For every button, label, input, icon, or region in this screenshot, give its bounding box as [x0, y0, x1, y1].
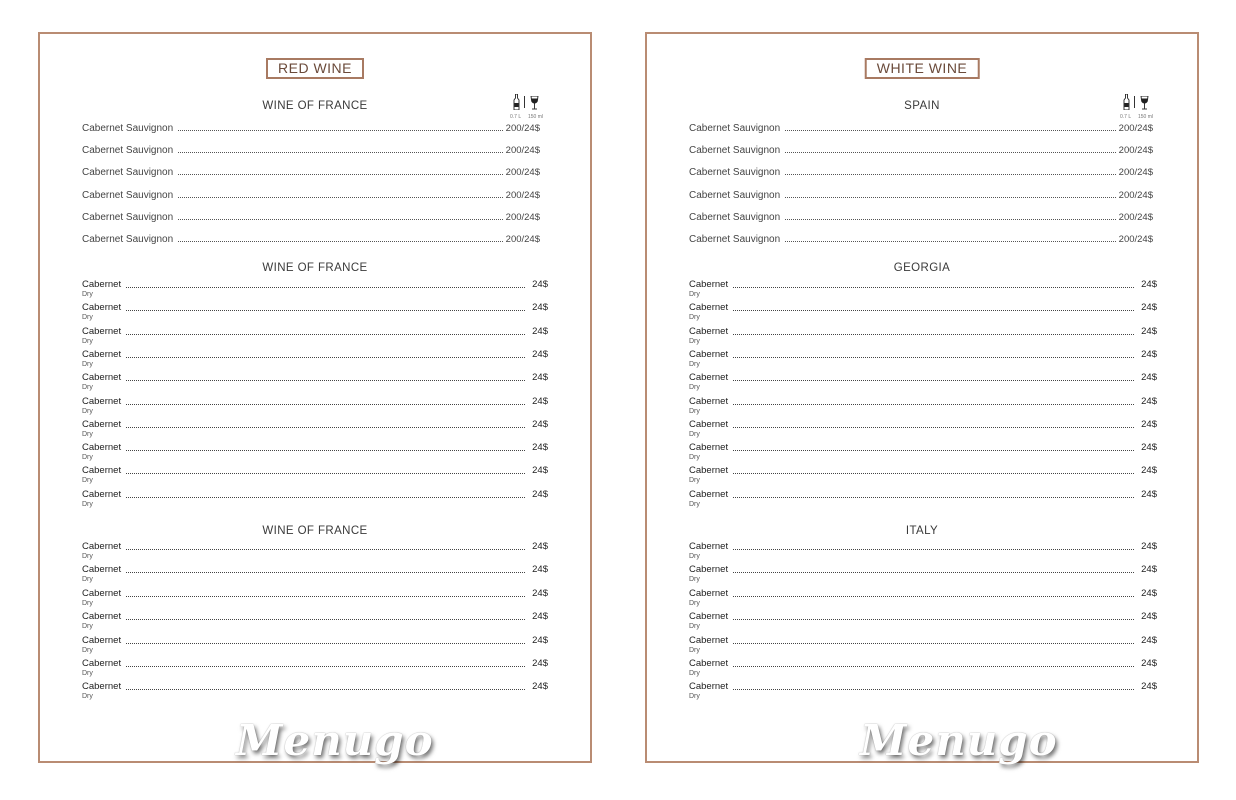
menu-item	[82, 563, 548, 585]
leader-dots	[126, 334, 525, 335]
item-description: Dry	[82, 431, 93, 438]
item-name: Cabernet	[82, 564, 122, 575]
item-description: Dry	[82, 576, 93, 583]
item-price: 200/24$	[1118, 123, 1153, 134]
item-description: Dry	[689, 553, 700, 560]
menu-item	[689, 348, 1157, 370]
leader-dots	[785, 174, 1115, 175]
item-name: Cabernet	[82, 302, 122, 313]
leader-dots	[733, 619, 1134, 620]
item-description: Dry	[689, 670, 700, 677]
item-price: 24$	[1141, 372, 1157, 383]
menu-item	[689, 301, 1157, 323]
item-name: Cabernet Sauvignon	[82, 167, 174, 178]
item-description: Dry	[82, 338, 93, 345]
item-price: 24$	[532, 419, 548, 430]
item-description: Dry	[82, 454, 93, 461]
item-name: Cabernet	[82, 279, 122, 290]
menu-item	[82, 610, 548, 632]
item-name: Cabernet Sauvignon	[689, 190, 781, 201]
leader-dots	[126, 404, 525, 405]
leader-dots	[126, 497, 525, 498]
brand-logo: Menugo	[236, 716, 434, 765]
item-description: Dry	[82, 501, 93, 508]
menu-item	[689, 142, 1153, 156]
item-price: 200/24$	[505, 234, 540, 245]
menu-item	[82, 120, 540, 134]
item-description: Dry	[689, 501, 700, 508]
menu-item	[689, 587, 1157, 609]
item-price: 24$	[532, 349, 548, 360]
item-name: Cabernet	[82, 419, 122, 430]
menu-item	[689, 164, 1153, 178]
item-price: 24$	[532, 681, 548, 692]
item-name: Cabernet	[82, 442, 122, 453]
item-name: Cabernet	[689, 588, 729, 599]
menu-item	[689, 395, 1157, 417]
leader-dots	[178, 197, 502, 198]
glass-volume-label: 150 ml	[528, 114, 544, 120]
item-price: 24$	[532, 489, 548, 500]
item-price: 200/24$	[505, 190, 540, 201]
leader-dots	[785, 241, 1115, 242]
item-price: 24$	[532, 442, 548, 453]
item-description: Dry	[82, 693, 93, 700]
item-price: 24$	[1141, 279, 1157, 290]
menu-item	[689, 371, 1157, 393]
item-price: 24$	[1141, 588, 1157, 599]
item-price: 24$	[1141, 465, 1157, 476]
leader-dots	[126, 450, 525, 451]
item-name: Cabernet Sauvignon	[82, 212, 174, 223]
item-name: Cabernet	[689, 541, 729, 552]
item-description: Dry	[82, 623, 93, 630]
item-name: Cabernet	[82, 635, 122, 646]
item-name: Cabernet	[689, 658, 729, 669]
volume-icons	[510, 94, 544, 122]
item-price: 24$	[532, 541, 548, 552]
item-description: Dry	[689, 693, 700, 700]
section-heading: SPAIN	[904, 100, 940, 112]
menu-item	[82, 418, 548, 440]
leader-dots	[785, 197, 1115, 198]
item-name: Cabernet	[689, 442, 729, 453]
leader-dots	[733, 549, 1134, 550]
item-name: Cabernet	[689, 279, 729, 290]
leader-dots	[126, 689, 525, 690]
item-price: 24$	[1141, 302, 1157, 313]
menu-item	[689, 187, 1153, 201]
leader-dots	[733, 427, 1134, 428]
section-heading: WINE OF FRANCE	[262, 262, 368, 274]
menu-item	[82, 187, 540, 201]
item-description: Dry	[689, 647, 700, 654]
item-price: 200/24$	[505, 167, 540, 178]
item-price: 200/24$	[1118, 190, 1153, 201]
item-name: Cabernet Sauvignon	[82, 234, 174, 245]
item-name: Cabernet Sauvignon	[689, 145, 781, 156]
icon-separator	[1134, 96, 1135, 108]
volume-icons	[1120, 94, 1154, 122]
item-description: Dry	[689, 384, 700, 391]
item-price: 24$	[1141, 635, 1157, 646]
item-name: Cabernet	[689, 349, 729, 360]
leader-dots	[733, 287, 1134, 288]
item-name: Cabernet	[689, 635, 729, 646]
item-name: Cabernet	[689, 611, 729, 622]
menu-item	[82, 488, 548, 510]
item-description: Dry	[689, 408, 700, 415]
item-price: 200/24$	[1118, 234, 1153, 245]
item-price: 24$	[532, 372, 548, 383]
item-name: Cabernet Sauvignon	[689, 167, 781, 178]
leader-dots	[733, 357, 1134, 358]
leader-dots	[733, 689, 1134, 690]
item-price: 24$	[1141, 681, 1157, 692]
menu-item	[689, 634, 1157, 656]
menu-item	[689, 488, 1157, 510]
menu-item	[689, 464, 1157, 486]
leader-dots	[126, 380, 525, 381]
menu-item	[689, 563, 1157, 585]
leader-dots	[733, 380, 1134, 381]
menu-item	[82, 657, 548, 679]
item-name: Cabernet	[82, 588, 122, 599]
item-description: Dry	[82, 647, 93, 654]
item-name: Cabernet Sauvignon	[82, 190, 174, 201]
menu-item	[689, 657, 1157, 679]
item-name: Cabernet	[82, 489, 122, 500]
item-name: Cabernet	[689, 681, 729, 692]
menu-item	[689, 441, 1157, 463]
section-heading: ITALY	[905, 525, 939, 537]
menu-item	[689, 278, 1157, 300]
leader-dots	[126, 473, 525, 474]
menu-item	[689, 540, 1157, 562]
section-heading: GEORGIA	[893, 262, 951, 274]
leader-dots	[126, 357, 525, 358]
glass-volume-label: 150 ml	[1138, 114, 1154, 120]
item-name: Cabernet Sauvignon	[82, 145, 174, 156]
leader-dots	[178, 219, 502, 220]
leader-dots	[126, 572, 525, 573]
bottle-volume-label: 0.7 L	[1120, 114, 1132, 120]
item-name: Cabernet	[82, 681, 122, 692]
leader-dots	[126, 427, 525, 428]
item-price: 24$	[532, 564, 548, 575]
item-name: Cabernet	[82, 372, 122, 383]
wine-glass-icon	[1140, 96, 1149, 110]
menu-item	[689, 680, 1157, 702]
section-heading: WINE OF FRANCE	[262, 525, 368, 537]
item-description: Dry	[689, 477, 700, 484]
leader-dots	[785, 219, 1115, 220]
item-name: Cabernet	[689, 326, 729, 337]
bottle-icon	[1123, 94, 1130, 110]
menu-item	[82, 371, 548, 393]
leader-dots	[733, 643, 1134, 644]
menu-item	[689, 120, 1153, 134]
leader-dots	[733, 310, 1134, 311]
item-name: Cabernet Sauvignon	[82, 123, 174, 134]
item-name: Cabernet	[689, 564, 729, 575]
leader-dots	[178, 130, 502, 131]
item-description: Dry	[82, 361, 93, 368]
item-name: Cabernet	[82, 349, 122, 360]
page-title: RED WINE	[266, 58, 364, 79]
item-price: 24$	[1141, 326, 1157, 337]
leader-dots	[733, 473, 1134, 474]
item-price: 24$	[1141, 611, 1157, 622]
leader-dots	[733, 596, 1134, 597]
menu-item	[689, 610, 1157, 632]
item-price: 24$	[532, 326, 548, 337]
item-price: 24$	[532, 611, 548, 622]
menu-item	[689, 209, 1153, 223]
menu-page-white-wine	[645, 32, 1199, 763]
leader-dots	[733, 666, 1134, 667]
item-name: Cabernet Sauvignon	[689, 234, 781, 245]
item-price: 24$	[532, 658, 548, 669]
item-description: Dry	[689, 623, 700, 630]
menu-item	[689, 325, 1157, 347]
item-price: 24$	[532, 302, 548, 313]
item-description: Dry	[689, 454, 700, 461]
menu-item	[82, 634, 548, 656]
menu-item	[82, 301, 548, 323]
item-name: Cabernet	[689, 302, 729, 313]
menu-item	[82, 278, 548, 300]
menu-page-red-wine	[38, 32, 592, 763]
item-name: Cabernet Sauvignon	[689, 212, 781, 223]
item-price: 24$	[1141, 489, 1157, 500]
icon-separator	[524, 96, 525, 108]
item-price: 200/24$	[1118, 167, 1153, 178]
item-description: Dry	[689, 600, 700, 607]
wine-glass-icon	[530, 96, 539, 110]
item-price: 24$	[532, 279, 548, 290]
bottle-volume-label: 0.7 L	[510, 114, 522, 120]
item-price: 200/24$	[505, 212, 540, 223]
item-description: Dry	[82, 477, 93, 484]
item-price: 24$	[532, 396, 548, 407]
leader-dots	[126, 596, 525, 597]
menu-item	[82, 164, 540, 178]
leader-dots	[126, 619, 525, 620]
menu-item	[689, 231, 1153, 245]
item-name: Cabernet	[689, 489, 729, 500]
item-description: Dry	[689, 431, 700, 438]
bottle-icon	[513, 94, 520, 110]
item-description: Dry	[689, 361, 700, 368]
leader-dots	[178, 152, 502, 153]
item-description: Dry	[82, 314, 93, 321]
leader-dots	[178, 241, 502, 242]
leader-dots	[126, 666, 525, 667]
item-name: Cabernet Sauvignon	[689, 123, 781, 134]
section-heading: WINE OF FRANCE	[262, 100, 368, 112]
leader-dots	[733, 334, 1134, 335]
menu-item	[82, 348, 548, 370]
item-price: 24$	[532, 588, 548, 599]
leader-dots	[733, 497, 1134, 498]
item-description: Dry	[689, 291, 700, 298]
item-price: 200/24$	[505, 145, 540, 156]
item-price: 24$	[1141, 442, 1157, 453]
menu-item	[82, 540, 548, 562]
item-price: 24$	[532, 465, 548, 476]
item-description: Dry	[82, 600, 93, 607]
item-price: 24$	[1141, 564, 1157, 575]
menu-item	[82, 209, 540, 223]
leader-dots	[126, 549, 525, 550]
leader-dots	[126, 310, 525, 311]
item-name: Cabernet	[82, 465, 122, 476]
brand-logo: Menugo	[860, 716, 1058, 765]
page-title: WHITE WINE	[865, 58, 980, 79]
item-description: Dry	[689, 314, 700, 321]
menu-item	[82, 680, 548, 702]
item-price: 200/24$	[505, 123, 540, 134]
item-name: Cabernet	[689, 419, 729, 430]
item-name: Cabernet	[689, 465, 729, 476]
menu-item	[82, 464, 548, 486]
menu-item	[689, 418, 1157, 440]
leader-dots	[126, 287, 525, 288]
item-price: 24$	[1141, 541, 1157, 552]
menu-item	[82, 587, 548, 609]
leader-dots	[733, 404, 1134, 405]
item-description: Dry	[82, 408, 93, 415]
item-price: 24$	[532, 635, 548, 646]
item-description: Dry	[82, 553, 93, 560]
item-name: Cabernet	[82, 396, 122, 407]
item-name: Cabernet	[82, 541, 122, 552]
item-price: 24$	[1141, 396, 1157, 407]
leader-dots	[785, 130, 1115, 131]
item-description: Dry	[82, 291, 93, 298]
menu-item	[82, 325, 548, 347]
item-description: Dry	[82, 384, 93, 391]
leader-dots	[733, 450, 1134, 451]
item-name: Cabernet	[82, 611, 122, 622]
menu-item	[82, 395, 548, 417]
item-price: 200/24$	[1118, 212, 1153, 223]
item-name: Cabernet	[689, 372, 729, 383]
item-price: 24$	[1141, 349, 1157, 360]
leader-dots	[785, 152, 1115, 153]
item-description: Dry	[82, 670, 93, 677]
item-name: Cabernet	[82, 658, 122, 669]
item-price: 24$	[1141, 658, 1157, 669]
leader-dots	[733, 572, 1134, 573]
item-price: 200/24$	[1118, 145, 1153, 156]
item-name: Cabernet	[689, 396, 729, 407]
item-description: Dry	[689, 338, 700, 345]
item-name: Cabernet	[82, 326, 122, 337]
leader-dots	[126, 643, 525, 644]
menu-item	[82, 441, 548, 463]
menu-item	[82, 142, 540, 156]
item-description: Dry	[689, 576, 700, 583]
menu-item	[82, 231, 540, 245]
item-price: 24$	[1141, 419, 1157, 430]
leader-dots	[178, 174, 502, 175]
